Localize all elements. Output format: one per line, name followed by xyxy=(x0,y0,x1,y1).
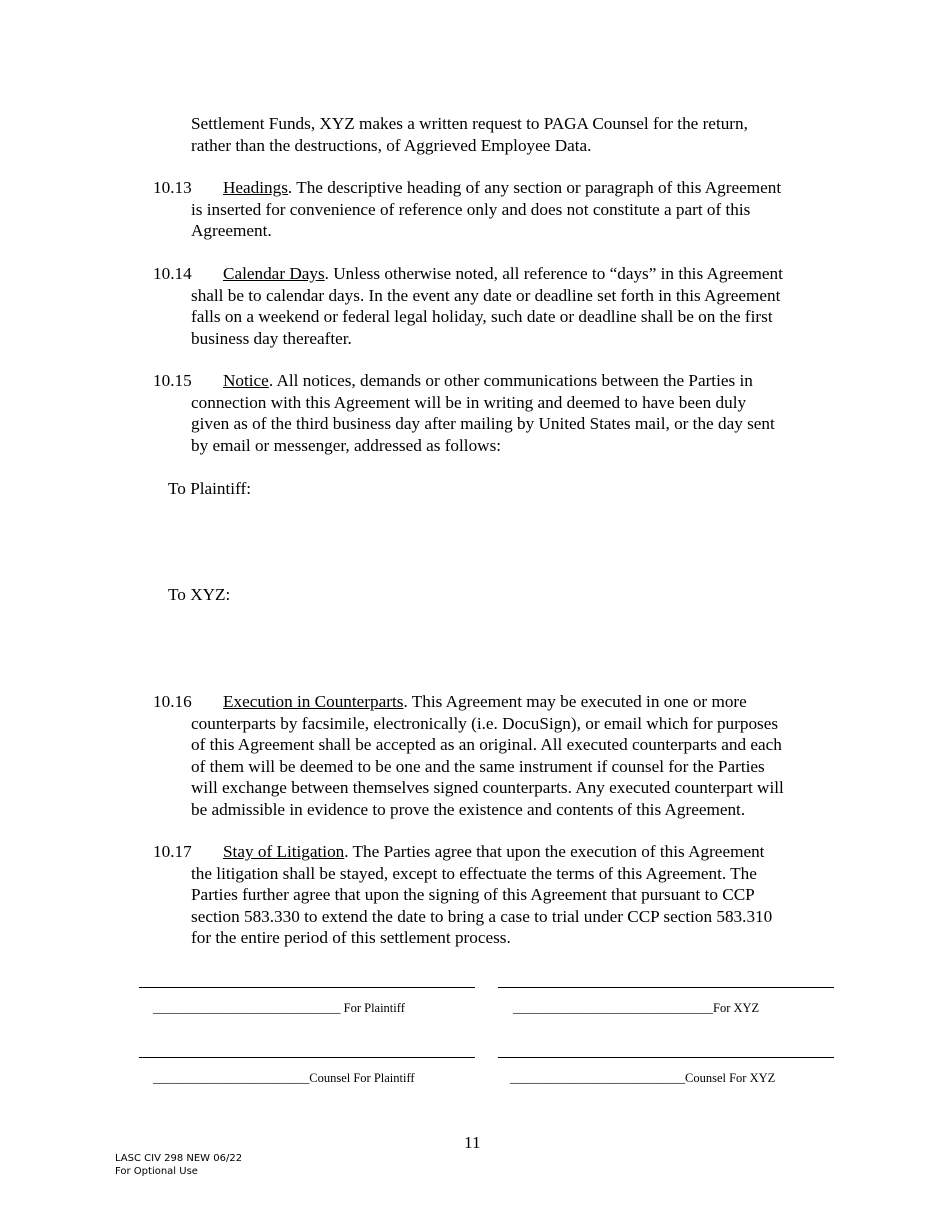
paragraph-line: the litigation shall be stayed, except to effectuate the terms of this Agreement. The xyxy=(191,863,757,883)
section-heading: Execution in Counterparts xyxy=(223,692,404,711)
xyz-signature-line[interactable] xyxy=(498,987,834,988)
for-xyz-label: ________________________________For XYZ xyxy=(513,1001,760,1015)
section-10-14 xyxy=(153,263,783,349)
section-first-line: . This Agreement may be executed in one or more xyxy=(403,692,747,711)
section-first-line: . All notices, demands or other communications between the Parties in xyxy=(268,371,753,390)
form-id: LASC CIV 298 NEW 06/22 xyxy=(115,1153,243,1164)
continued-paragraph xyxy=(191,113,748,156)
paragraph-line: given as of the third business day after mailing by United States mail, or the day sent xyxy=(191,414,775,433)
section-number: 10.15 xyxy=(153,371,192,390)
to-xyz-label: To XYZ: xyxy=(168,585,231,604)
section-10-15 xyxy=(153,370,775,456)
paragraph-line: will exchange between themselves signed counterparts. Any executed counterpart will xyxy=(191,778,784,797)
paragraph-line: rather than the destructions, of Aggrieved Employee Data. xyxy=(191,135,592,155)
xyz-counsel-signature-line[interactable] xyxy=(498,1057,834,1058)
paragraph-line: business day thereafter. xyxy=(191,328,352,348)
paragraph-line: connection with this Agreement will be in writing and deemed to have been duly xyxy=(191,392,747,412)
paragraph-line: of them will be deemed to be one and the same instrument if counsel for the Parties xyxy=(191,756,765,776)
section-heading: Notice xyxy=(223,371,269,390)
paragraph-line: of this Agreement shall be accepted as an original. All executed counterparts and each xyxy=(191,735,782,754)
paragraph-line: Settlement Funds, XYZ makes a written request to PAGA Counsel for the return, xyxy=(191,114,748,133)
form-usage: For Optional Use xyxy=(115,1166,198,1177)
paragraph-line: section 583.330 to extend the date to bring a case to trial under CCP section 583.310 xyxy=(191,906,773,926)
paragraph-line: by email or messenger, addressed as follows: xyxy=(191,435,502,455)
section-heading: Calendar Days xyxy=(223,264,325,283)
paragraph-line: counterparts by facsimile, electronically (i.e. DocuSign), or email which for purposes xyxy=(191,713,779,733)
section-number: 10.17 xyxy=(153,842,192,861)
section-number: 10.13 xyxy=(153,178,192,197)
paragraph-line: be admissible in evidence to prove the existence and contents of this Agreement. xyxy=(191,799,746,819)
section-heading: Stay of Litigation xyxy=(223,842,345,861)
to-plaintiff-label: To Plaintiff: xyxy=(168,479,251,498)
paragraph-line: falls on a weekend or federal legal holiday, such date or deadline shall be on the first xyxy=(191,307,773,326)
paragraph-line: for the entire period of this settlement process. xyxy=(191,928,511,947)
plaintiff-signature-line[interactable] xyxy=(139,987,475,988)
paragraph-line: shall be to calendar days. In the event any date or deadline set forth in this Agreement xyxy=(191,285,781,305)
counsel-for-plaintiff-label: _________________________Counsel For Plaintiff xyxy=(153,1071,415,1085)
section-heading: Headings xyxy=(223,178,288,197)
section-10-17 xyxy=(153,841,772,949)
section-number: 10.14 xyxy=(153,264,192,283)
paragraph-line: Agreement. xyxy=(191,221,272,240)
paragraph-line: Parties further agree that upon the signing of this Agreement that pursuant to CCP xyxy=(191,885,755,904)
section-first-line: . Unless otherwise noted, all reference to “days” in this Agreement xyxy=(324,264,783,283)
section-10-13 xyxy=(153,177,781,242)
section-first-line: . The Parties agree that upon the execution of this Agreement xyxy=(344,842,765,861)
section-10-16 xyxy=(153,691,784,820)
plaintiff-counsel-signature-line[interactable] xyxy=(139,1057,475,1058)
counsel-for-xyz-label: ____________________________Counsel For XYZ xyxy=(510,1071,776,1085)
for-plaintiff-label: ______________________________ For Plaintiff xyxy=(153,1001,405,1015)
page-number: 11 xyxy=(464,1133,481,1152)
section-number: 10.16 xyxy=(153,692,192,711)
paragraph-line: is inserted for convenience of reference only and does not constitute a part of this xyxy=(191,199,751,219)
section-first-line: . The descriptive heading of any section or paragraph of this Agreement xyxy=(287,178,782,197)
